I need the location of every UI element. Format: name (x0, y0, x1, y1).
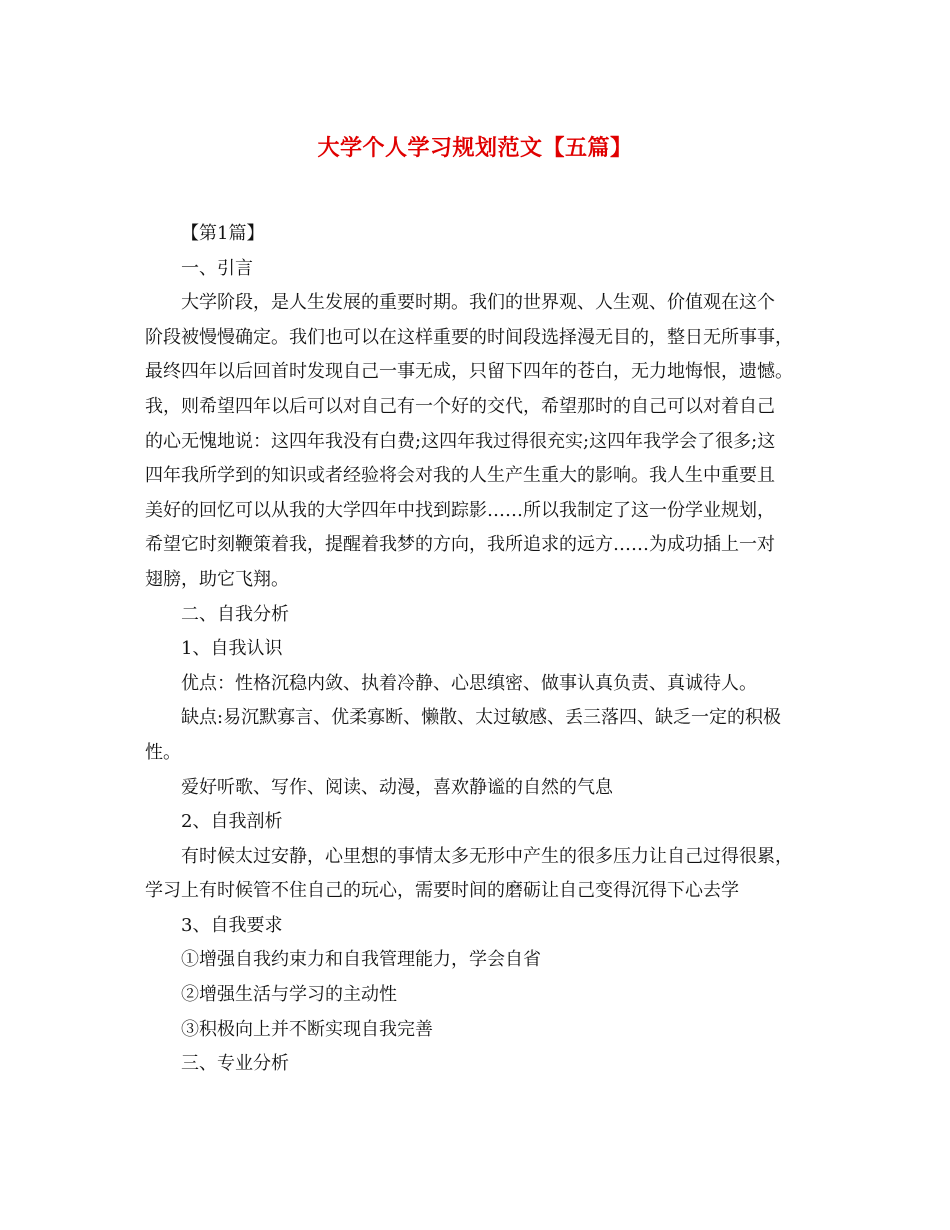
body-line: 一、引言 (181, 257, 253, 279)
body-line: 的心无愧地说：这四年我没有白费;这四年我过得很充实;这四年我学会了很多;这 (145, 430, 776, 452)
document-body (145, 217, 805, 1082)
body-line: 【第1篇】 (181, 223, 265, 244)
body-line: 美好的回忆可以从我的大学四年中找到踪影……所以我制定了这一份学业规划， (145, 499, 775, 521)
body-line: 优点：性格沉稳内敛、执着冷静、心思缜密、做事认真负责、真诚待人。 (181, 672, 757, 694)
body-line: 阶段被慢慢确定。我们也可以在这样重要的时间段选择漫无目的，整日无所事事， (145, 326, 793, 348)
body-line: ③积极向上并不断实现自我完善 (181, 1018, 433, 1040)
body-line: 1、自我认识 (181, 638, 283, 660)
body-line: 希望它时刻鞭策着我，提醒着我梦的方向，我所追求的远方……为成功插上一对 (145, 534, 775, 556)
body-line: 我，则希望四年以后可以对自己有一个好的交代，希望那时的自己可以对着自己 (145, 395, 775, 417)
body-line: 有时候太过安静，心里想的事情太多无形中产生的很多压力让自己过得很累， (181, 845, 793, 867)
body-line: 学习上有时候管不住自己的玩心，需要时间的磨砺让自己变得沉得下心去学 (145, 880, 739, 902)
body-line: ②增强生活与学习的主动性 (181, 984, 397, 1006)
document-title: 大学个人学习规划范文【五篇】 (317, 135, 633, 161)
body-line: 爱好听歌、写作、阅读、动漫，喜欢静谧的自然的气息 (181, 776, 613, 798)
body-line: 最终四年以后回首时发现自己一事无成，只留下四年的苍白，无力地悔恨，遗憾。 (145, 361, 793, 383)
body-line: 四年我所学到的知识或者经验将会对我的人生产生重大的影响。我人生中重要且 (145, 465, 775, 487)
body-line: 性。 (145, 741, 181, 763)
body-line: 二、自我分析 (181, 603, 289, 625)
body-line: ①增强自我约束力和自我管理能力，学会自省 (181, 949, 541, 971)
body-line: 三、专业分析 (181, 1053, 289, 1075)
body-line: 3、自我要求 (181, 914, 283, 936)
body-line: 缺点:易沉默寡言、优柔寡断、懒散、太过敏感、丢三落四、缺乏一定的积极 (181, 707, 782, 729)
body-line: 2、自我剖析 (181, 811, 283, 833)
body-line: 大学阶段，是人生发展的重要时期。我们的世界观、人生观、价值观在这个 (181, 292, 775, 314)
body-line: 翅膀，助它飞翔。 (145, 568, 289, 590)
